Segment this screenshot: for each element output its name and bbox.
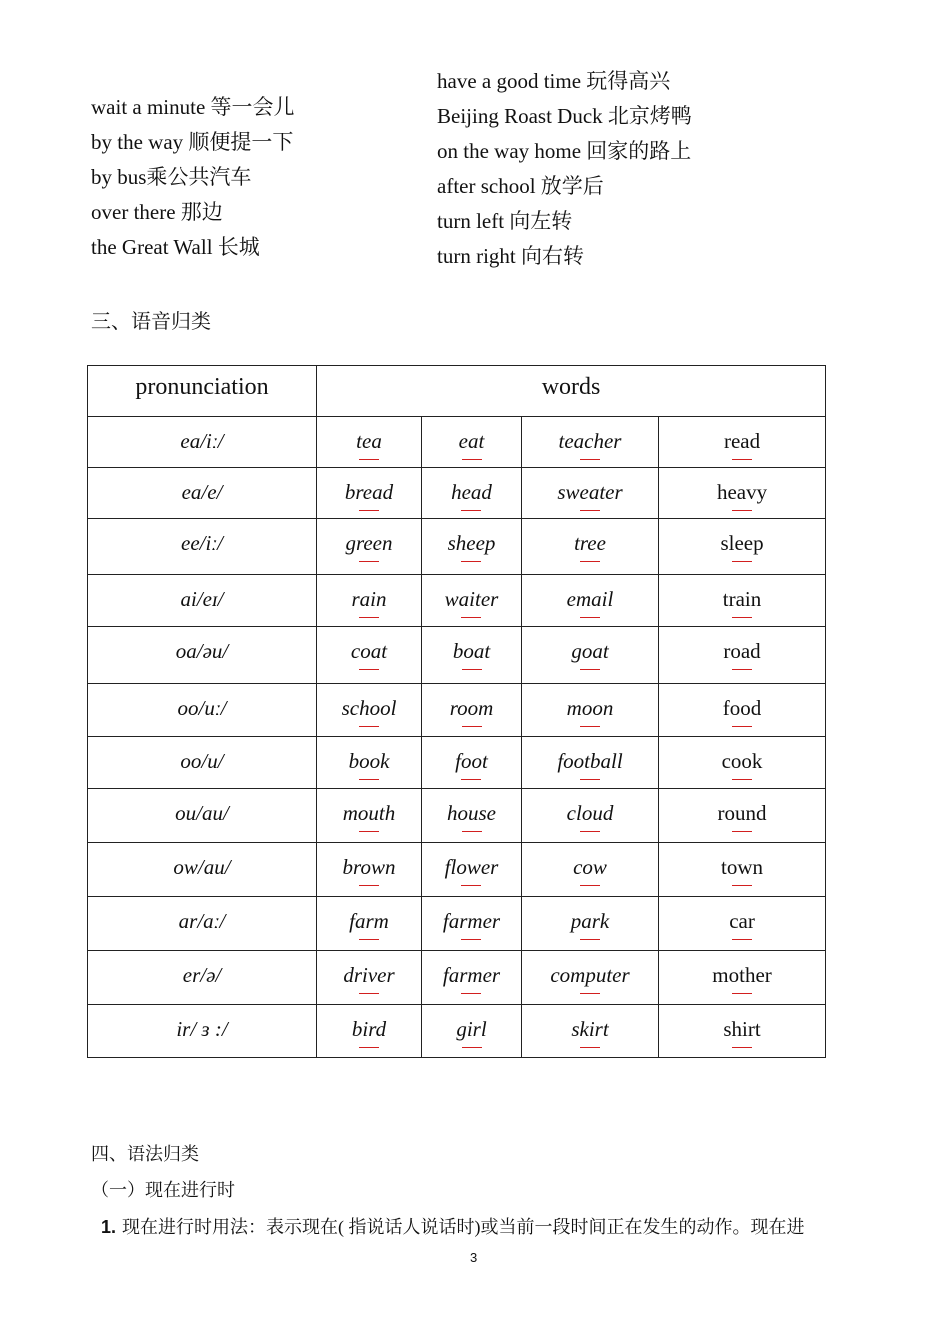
word-cell [317, 951, 422, 1005]
table-row [88, 468, 826, 519]
word-cell [422, 1005, 522, 1058]
phrase-item: wait a minute 等一会儿 [91, 95, 295, 119]
word-cell [659, 897, 826, 951]
word: driver [343, 963, 394, 994]
header-words: words [317, 366, 826, 417]
word-cell [522, 627, 659, 684]
word: moon [567, 696, 614, 727]
word: tea [356, 429, 382, 460]
word-cell [422, 843, 522, 897]
table-header-row [88, 366, 826, 417]
word: flower [445, 855, 499, 886]
table-row [88, 897, 826, 951]
pronunciation-cell: ou/au/ [88, 789, 317, 843]
table-row [88, 519, 826, 575]
table-row [88, 789, 826, 843]
page-number: 3 [470, 1250, 478, 1265]
word: bird [352, 1017, 386, 1048]
rule-text: 现在进行时用法：表示现在( 指说话人说话时)或当前一段时间正在发生的动作。现在进 [122, 1217, 805, 1237]
word: skirt [571, 1017, 608, 1048]
table-row [88, 575, 826, 627]
pronunciation-cell: ea/e/ [88, 468, 317, 519]
word: tree [574, 531, 606, 562]
rule-number: 1. [101, 1217, 117, 1237]
pronunciation-cell: ee/iː/ [88, 519, 317, 575]
phonics-table [87, 365, 826, 1058]
word: email [567, 587, 614, 618]
word-cell [317, 468, 422, 519]
word: boat [453, 639, 490, 670]
phrase-item: turn left 向左转 [437, 209, 573, 233]
word-cell [317, 897, 422, 951]
phrase-item: Beijing Roast Duck 北京烤鸭 [437, 104, 692, 128]
word: goat [571, 639, 608, 670]
word-cell [659, 1005, 826, 1058]
word: mouth [343, 801, 396, 832]
word: food [723, 696, 762, 727]
pronunciation-cell: er/ə/ [88, 951, 317, 1005]
word: house [447, 801, 496, 832]
phrase-item: have a good time 玩得高兴 [437, 69, 671, 93]
word: mother [712, 963, 771, 994]
pronunciation-cell: ir/ ɜ :/ [88, 1005, 317, 1058]
word-cell [317, 737, 422, 789]
word: cloud [567, 801, 614, 832]
table-row [88, 737, 826, 789]
subsection-heading: （一）现在进行时 [91, 1180, 235, 1200]
phrase-item: after school 放学后 [437, 174, 604, 198]
word: town [721, 855, 763, 886]
word-cell [317, 789, 422, 843]
word-cell [317, 684, 422, 737]
word: waiter [445, 587, 499, 618]
word-cell [317, 843, 422, 897]
word: coat [351, 639, 387, 670]
word-cell [317, 1005, 422, 1058]
word-cell [659, 789, 826, 843]
grammar-rule-1 [101, 1213, 805, 1239]
word-cell [659, 575, 826, 627]
table-row [88, 417, 826, 468]
word: foot [455, 749, 488, 780]
word: farmer [443, 963, 500, 994]
word: road [723, 639, 760, 670]
word-cell [659, 951, 826, 1005]
word: cow [573, 855, 607, 886]
word-cell [317, 417, 422, 468]
table-row [88, 951, 826, 1005]
word-cell [422, 468, 522, 519]
word-cell [422, 951, 522, 1005]
word-cell [522, 897, 659, 951]
word-cell [422, 575, 522, 627]
table-row [88, 627, 826, 684]
phrase-item: on the way home 回家的路上 [437, 139, 692, 163]
word-cell [659, 468, 826, 519]
pronunciation-cell: oa/əu/ [88, 627, 317, 684]
word-cell [522, 468, 659, 519]
word-cell [522, 1005, 659, 1058]
word: book [349, 749, 390, 780]
table-row [88, 843, 826, 897]
pronunciation-cell: ai/eɪ/ [88, 575, 317, 627]
word-cell [659, 519, 826, 575]
word: read [724, 429, 760, 460]
word-cell [522, 575, 659, 627]
word-cell [317, 519, 422, 575]
pronunciation-cell: oo/uː/ [88, 684, 317, 737]
phrase-item: turn right 向右转 [437, 244, 584, 268]
word: train [723, 587, 761, 618]
table-row [88, 1005, 826, 1058]
word-cell [422, 789, 522, 843]
word-cell [422, 684, 522, 737]
phrase-item: by the way 顺便提一下 [91, 130, 294, 154]
word: round [718, 801, 767, 832]
word-cell [659, 737, 826, 789]
pronunciation-cell: oo/u/ [88, 737, 317, 789]
pronunciation-cell: ea/iː/ [88, 417, 317, 468]
word: computer [550, 963, 629, 994]
word-cell [522, 417, 659, 468]
word: park [571, 909, 610, 940]
word-cell [422, 627, 522, 684]
word: sleep [720, 531, 763, 562]
word-cell [659, 627, 826, 684]
section-heading-grammar: 四、语法归类 [91, 1144, 199, 1164]
word-cell [522, 684, 659, 737]
word: brown [343, 855, 396, 886]
header-pronunciation: pronunciation [88, 366, 317, 417]
word: room [450, 696, 494, 727]
word: head [451, 480, 492, 511]
pronunciation-cell: ar/aː/ [88, 897, 317, 951]
word-cell [317, 627, 422, 684]
word-cell [422, 897, 522, 951]
word-cell [317, 575, 422, 627]
word-cell [522, 519, 659, 575]
word-cell [422, 737, 522, 789]
word-cell [522, 789, 659, 843]
word: football [557, 749, 622, 780]
word: sheep [448, 531, 496, 562]
word-cell [659, 417, 826, 468]
word-cell [659, 684, 826, 737]
word: farm [349, 909, 389, 940]
phrase-item: by bus乘公共汽车 [91, 165, 252, 189]
word: sweater [557, 480, 622, 511]
pronunciation-cell: ow/au/ [88, 843, 317, 897]
phrase-item: the Great Wall 长城 [91, 235, 260, 259]
word: farmer [443, 909, 500, 940]
word-cell [522, 737, 659, 789]
table-row [88, 684, 826, 737]
word: school [342, 696, 397, 727]
word-cell [522, 951, 659, 1005]
word: girl [456, 1017, 486, 1048]
word: shirt [723, 1017, 760, 1048]
word: car [729, 909, 755, 940]
phrase-item: over there 那边 [91, 200, 223, 224]
word-cell [422, 417, 522, 468]
word: bread [345, 480, 393, 511]
word: rain [351, 587, 386, 618]
word: green [345, 531, 392, 562]
word-cell [522, 843, 659, 897]
word: teacher [559, 429, 622, 460]
word-cell [422, 519, 522, 575]
section-heading-phonics: 三、语音归类 [91, 311, 211, 333]
word: cook [722, 749, 763, 780]
word-cell [659, 843, 826, 897]
word: eat [459, 429, 485, 460]
word: heavy [717, 480, 767, 511]
